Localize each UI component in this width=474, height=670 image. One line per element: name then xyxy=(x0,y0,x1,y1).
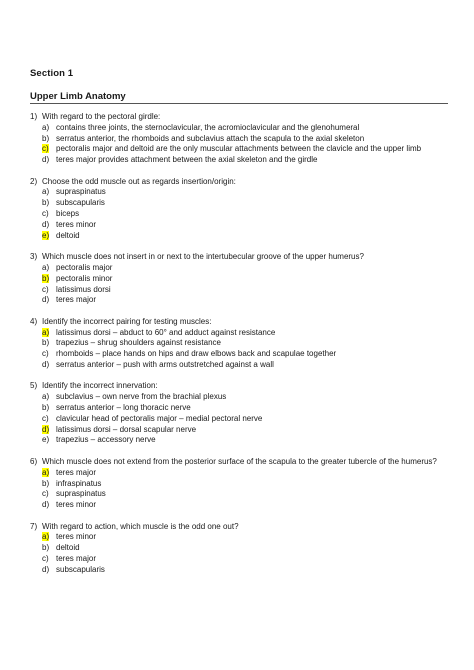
question-7 xyxy=(30,522,450,576)
option-text: serratus anterior – push with arms outstretched against a wall xyxy=(56,360,274,369)
option-text: pectoralis major xyxy=(56,262,113,272)
option-text: deltoid xyxy=(56,230,80,240)
highlighted-option-letter: a) xyxy=(42,327,50,337)
question-stem xyxy=(30,317,450,328)
option-letter: d) xyxy=(42,564,50,574)
option-letter: b) xyxy=(42,403,50,413)
question-6 xyxy=(30,457,450,511)
option-text: latissimus dorsi – dorsal scapular nerve xyxy=(56,424,197,434)
question-text: With regard to action, which muscle is the odd one out? xyxy=(42,521,239,531)
option-letter: c) xyxy=(42,489,49,499)
question-text: Identify the incorrect pairing for testing muscles: xyxy=(42,316,212,326)
question-number: 1) xyxy=(30,112,38,121)
option-text: supraspinatus xyxy=(56,187,106,197)
option-letter: c) xyxy=(42,554,49,564)
option-text: infraspinatus xyxy=(56,478,102,488)
option-text: serratus anterior, the rhomboids and subclavius attach the scapula to the axial skeleton xyxy=(56,133,365,143)
answer-option xyxy=(30,349,450,360)
highlighted-option-letter: a) xyxy=(42,467,50,477)
option-text: subscapularis xyxy=(56,198,105,208)
option-text: latissimus dorsi – abduct to 60° and adduct against resistance xyxy=(56,327,276,337)
answer-option xyxy=(30,274,450,285)
option-text: subclavius – own nerve from the brachial plexus xyxy=(56,392,227,402)
option-letter: d) xyxy=(42,500,50,510)
option-letter: b) xyxy=(42,478,50,488)
option-text: teres minor xyxy=(56,532,97,542)
option-letter: a) xyxy=(42,122,50,132)
option-letter: d) xyxy=(42,155,50,165)
answer-option xyxy=(30,543,450,554)
answer-option xyxy=(30,532,450,543)
highlighted-option-letter: b) xyxy=(42,273,50,283)
answer-option xyxy=(30,554,450,565)
answer-option xyxy=(30,392,450,403)
answer-option xyxy=(30,295,450,306)
option-text: teres major xyxy=(56,554,97,564)
answer-option xyxy=(30,360,450,371)
option-letter: a) xyxy=(42,187,50,197)
option-letter: c) xyxy=(42,349,49,359)
answer-option xyxy=(30,231,450,242)
option-letter: c) xyxy=(42,284,49,294)
option-letter: a) xyxy=(42,262,50,272)
option-text: trapezius – accessory nerve xyxy=(56,435,156,445)
answer-option xyxy=(30,468,450,479)
option-text: teres minor xyxy=(56,500,97,510)
question-text: With regard to the pectoral girdle: xyxy=(42,112,161,121)
answer-option xyxy=(30,403,450,414)
option-text: clavicular head of pectoralis major – medial pectoral nerve xyxy=(56,413,263,423)
answer-option xyxy=(30,328,450,339)
option-text: teres minor xyxy=(56,219,97,229)
option-text: teres major provides attachment between the axial skeleton and the girdle xyxy=(56,155,318,165)
option-text: teres major xyxy=(56,467,97,477)
option-text: pectoralis minor xyxy=(56,273,113,283)
answer-option xyxy=(30,134,450,145)
option-text: pectoralis major and deltoid are the only muscular attachments between the clavicle and the upper limb xyxy=(56,144,422,154)
question-stem xyxy=(30,457,450,468)
question-text: Identify the incorrect innervation: xyxy=(42,381,158,391)
answer-option xyxy=(30,187,450,198)
answer-option xyxy=(30,479,450,490)
option-letter: d) xyxy=(42,295,50,305)
answer-option xyxy=(30,123,450,134)
option-text: subscapularis xyxy=(56,564,105,574)
answer-option xyxy=(30,220,450,231)
highlighted-option-letter: d) xyxy=(42,424,50,434)
question-5 xyxy=(30,381,450,446)
question-2 xyxy=(30,177,450,242)
answer-option xyxy=(30,500,450,511)
option-text: supraspinatus xyxy=(56,489,106,499)
question-number: 5) xyxy=(30,381,38,391)
question-1 xyxy=(30,112,450,166)
question-text: Which muscle does not extend from the posterior surface of the scapula to the greater tubercle of the humerus? xyxy=(42,456,437,466)
option-letter: e) xyxy=(42,435,50,445)
answer-option xyxy=(30,155,450,166)
answer-option xyxy=(30,338,450,349)
question-stem xyxy=(30,381,450,392)
option-letter: b) xyxy=(42,133,50,143)
answer-option xyxy=(30,435,450,446)
question-stem xyxy=(30,522,450,533)
question-3 xyxy=(30,252,450,306)
option-letter: d) xyxy=(42,360,50,369)
answer-option xyxy=(30,565,450,576)
option-letter: b) xyxy=(42,198,50,208)
option-text: latissimus dorsi xyxy=(56,284,111,294)
answer-option xyxy=(30,263,450,274)
option-letter: c) xyxy=(42,209,49,219)
question-number: 3) xyxy=(30,252,38,262)
question-number: 6) xyxy=(30,456,38,466)
answer-option xyxy=(30,209,450,220)
question-4 xyxy=(30,317,450,371)
option-letter: b) xyxy=(42,543,50,553)
question-text: Which muscle does not insert in or next to the intertubecular groove of the upper humerus? xyxy=(42,252,364,262)
answer-option xyxy=(30,414,450,425)
answer-option xyxy=(30,285,450,296)
highlighted-option-letter: a) xyxy=(42,532,50,542)
option-text: teres major xyxy=(56,295,97,305)
option-text: serratus anterior – long thoracic nerve xyxy=(56,403,191,413)
question-number: 4) xyxy=(30,316,38,326)
option-letter: b) xyxy=(42,338,50,348)
highlighted-option-letter: e) xyxy=(42,230,50,240)
question-list xyxy=(30,112,450,586)
highlighted-option-letter: c) xyxy=(42,144,49,154)
option-text: rhomboids – place hands on hips and draw elbows back and scapulae together xyxy=(56,349,337,359)
section-heading: Section 1 xyxy=(30,68,74,79)
option-text: contains three joints, the sternoclavicular, the acromioclavicular and the glenohumeral xyxy=(56,122,360,132)
answer-option xyxy=(30,425,450,436)
option-letter: d) xyxy=(42,219,50,229)
question-number: 2) xyxy=(30,176,38,186)
option-text: biceps xyxy=(56,209,80,219)
option-letter: c) xyxy=(42,413,49,423)
question-stem xyxy=(30,177,450,188)
answer-option xyxy=(30,198,450,209)
option-letter: a) xyxy=(42,392,50,402)
question-text: Choose the odd muscle out as regards insertion/origin: xyxy=(42,176,236,186)
question-stem xyxy=(30,252,450,263)
answer-option xyxy=(30,489,450,500)
option-text: trapezius – shrug shoulders against resistance xyxy=(56,338,221,348)
question-stem xyxy=(30,112,450,123)
page-title: Upper Limb Anatomy xyxy=(30,91,126,102)
answer-option xyxy=(30,144,450,155)
option-text: deltoid xyxy=(56,543,80,553)
title-underline xyxy=(30,103,448,104)
question-number: 7) xyxy=(30,521,38,531)
